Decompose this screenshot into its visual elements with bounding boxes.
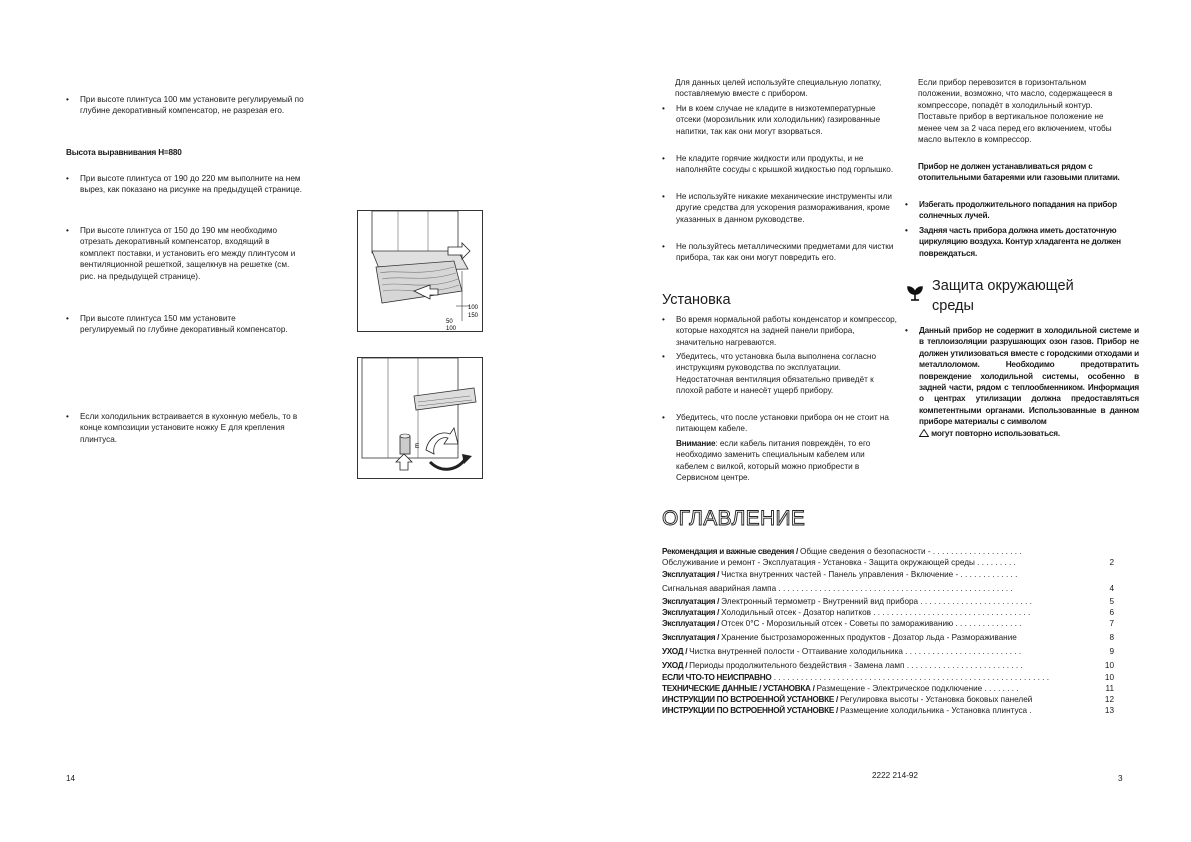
right-para-1: Если прибор перевозится в горизонтальном положении, возможно, что масло, содержащееся в компрессоре, попадёт в холодильный контур. Поставьте прибор в вертикальное положение не менее чем за 2 часа перед его включением, чтобы масло вытекло в компрессор. bbox=[918, 78, 1113, 145]
toc-row-page: 4 bbox=[1109, 584, 1114, 593]
right-para-2: Прибор не должен устанавливаться рядом с отопительными батареями или газовыми плитами. bbox=[918, 162, 1120, 183]
env-heading bbox=[932, 276, 1074, 316]
toc-row-text: . . . . . . . . . . . . . . . . . . . . . . . . . . . . . . . . . . . . . . . . . . . . . . . . . . . . . . . . . . . . . bbox=[771, 673, 1049, 682]
left-bullet-1: • При высоте плинтуса 100 мм установите регулируемый по глубине декоративный компенсатор, не разрезая его. bbox=[66, 94, 305, 117]
warning-paragraph bbox=[676, 438, 884, 484]
warning-text: : если кабель питания повреждён, то его необходимо заменить специальным кабелем или кабелем с вилкой, который можно приобрести в Сервисном центре. bbox=[676, 439, 871, 483]
install-heading: Установка bbox=[662, 292, 731, 308]
toc-row-text: Общие сведения о безопасности - . . . . . . . . . . . . . . . . . . . . bbox=[799, 547, 1022, 556]
toc-row bbox=[662, 570, 1114, 580]
toc-row-text: Холодильный отсек - Дозатор напитков . . . . . . . . . . . . . . . . . . . . . . . . . . . . . . . . . . . bbox=[721, 608, 1031, 617]
middle-intro: Для данных целей используйте специальную лопатку, поставляемую вместе с прибором. bbox=[675, 78, 882, 99]
toc-row-text: Размещение холодильника - Установка плинтуса . bbox=[839, 706, 1032, 715]
foot-illustration bbox=[358, 358, 482, 478]
left-bullet-4: • При высоте плинтуса 150 мм установите регулируемый по глубине декоративный компенсатор. bbox=[66, 313, 290, 336]
fig2-label-e: E bbox=[415, 443, 420, 450]
toc-row bbox=[662, 584, 1114, 594]
toc-row bbox=[662, 608, 1114, 618]
toc-row-text: Обслуживание и ремонт - Эксплуатация - Установка - Защита окружающей среды . . . . . . . . . bbox=[662, 558, 1016, 567]
env-bullet bbox=[905, 325, 1139, 439]
left-page-number: 14 bbox=[66, 774, 76, 783]
toc-row bbox=[662, 619, 1114, 629]
toc-title: ОГЛАВЛЕНИЕ bbox=[662, 507, 806, 530]
toc-row-page: 10 bbox=[1104, 673, 1114, 682]
fig1-label-50: 50 bbox=[446, 319, 453, 325]
toc-row-bold: ИНСТРУКЦИИ ПО ВСТРОЕННОЙ УСТАНОВКЕ / bbox=[662, 706, 840, 715]
toc-row-page: 9 bbox=[1109, 647, 1114, 656]
install-bullet-1: • Во время нормальной работы конденсатор и компрессор, которые находятся на задней панели прибора, значительно нагреваются. bbox=[662, 314, 898, 348]
middle-bullet-3: • Не используйте никакие механические инструменты или другие средства для ускорения размораживания, кроме указанных в данном руководстве. bbox=[662, 191, 898, 225]
toc-row-text: Сигнальная аварийная лампа . . . . . . . . . . . . . . . . . . . . . . . . . . . . . . . . . . . . . . . . . . . . . . . . . . . . bbox=[662, 584, 1013, 593]
right-bullet-2: • Задняя часть прибора должна иметь достаточную циркуляцию воздуха. Контур хладагента не должен повреждаться. bbox=[905, 225, 1137, 259]
toc-row bbox=[662, 661, 1114, 671]
toc-row-bold: Эксплуатация / bbox=[662, 570, 722, 579]
left-subheading: Высота выравнивания H=880 bbox=[66, 148, 182, 157]
toc-row bbox=[662, 597, 1114, 607]
toc-row-text: Хранение быстрозамороженных продуктов - Дозатор льда - Размораживание bbox=[721, 633, 1017, 642]
plinth-illustration bbox=[358, 211, 482, 331]
recycle-icon bbox=[919, 429, 929, 437]
toc-row-bold: Эксплуатация / bbox=[662, 608, 722, 617]
toc-row-bold: ТЕХНИЧЕСКИЕ ДАННЫЕ / УСТАНОВКА / bbox=[662, 684, 817, 693]
install-bullet-2: • Убедитесь, что установка была выполнена согласно инструкциям руководства по эксплуатации. Недостаточная вентиляция обязательно приведёт к плохой работе и нанесёт ущерб прибору. bbox=[662, 351, 898, 397]
env-bullet-end: могут повторно использоваться. bbox=[931, 428, 1060, 438]
middle-bullet-2: • Не кладите горячие жидкости или продукты, и не наполняйте сосуды с крышкой жидкостью под горлышко. bbox=[662, 153, 898, 176]
toc-row-page: 11 bbox=[1105, 684, 1114, 693]
toc-row-bold: Эксплуатация / bbox=[662, 633, 722, 642]
toc-row-text: Регулировка высоты - Установка боковых панелей bbox=[839, 695, 1033, 704]
toc-row-page: 13 bbox=[1104, 706, 1114, 715]
toc-row-bold: Рекомендация и важные сведения / bbox=[662, 547, 800, 556]
toc-row-page: 12 bbox=[1104, 695, 1114, 704]
plant-icon bbox=[905, 282, 925, 302]
toc-row-text: Электронный термометр - Внутренний вид прибора . . . . . . . . . . . . . . . . . . . . . . . . . bbox=[721, 597, 1032, 606]
middle-bullet-4: • Не пользуйтесь металлическими предметами для чистки прибора, так как они могут повредить его. bbox=[662, 241, 898, 264]
toc-row-page: 7 bbox=[1109, 619, 1114, 628]
toc-row-page: 2 bbox=[1109, 558, 1114, 567]
right-page-number: 3 bbox=[1118, 774, 1123, 783]
toc-row-text: Периоды продолжительного бездействия - Замена ламп . . . . . . . . . . . . . . . . . . . . . . . . . . bbox=[689, 661, 1023, 670]
toc-row bbox=[662, 684, 1114, 694]
toc-row-page: 5 bbox=[1109, 597, 1114, 606]
toc-row bbox=[662, 633, 1114, 643]
left-bullet-5: • Если холодильник встраивается в кухонную мебель, то в конце композиции установите ножку E для крепления плинтуса. bbox=[66, 411, 305, 445]
toc-row-text: Чистка внутренней полости - Оттаивание холодильника . . . . . . . . . . . . . . . . . . . . . . . . . . bbox=[689, 647, 1022, 656]
left-bullet-3: • При высоте плинтуса от 150 до 190 мм необходимо отрезать декоративный компенсатор, входящий в комплект поставки, и установить его между плинтусом и вентиляционной решеткой, защелкнув на решетке (см. рис. на предыдущей странице). bbox=[66, 225, 305, 282]
toc-row-bold: УХОД / bbox=[662, 647, 690, 656]
toc-row-text: Размещение - Электрическое подключение . . . . . . . . bbox=[816, 684, 1019, 693]
env-heading-line2: среды bbox=[932, 298, 974, 314]
plinth-install-figure bbox=[357, 210, 483, 332]
toc-row-bold: Эксплуатация / bbox=[662, 597, 722, 606]
toc-row-text: Отсек 0°C - Морозильный отсек - Советы по замораживанию . . . . . . . . . . . . . . . bbox=[721, 619, 1022, 628]
toc-row-bold: ИНСТРУКЦИИ ПО ВСТРОЕННОЙ УСТАНОВКЕ / bbox=[662, 695, 840, 704]
fig1-label-100b: 100 bbox=[446, 326, 457, 331]
toc-row-page: 6 bbox=[1109, 608, 1114, 617]
toc-row bbox=[662, 706, 1114, 716]
toc-row bbox=[662, 673, 1114, 683]
foot-e-figure bbox=[357, 357, 483, 479]
middle-bullet-1: • Ни в коем случае не кладите в низкотемпературные отсеки (морозильник или холодильник) газированные напитки, так как они могут взорваться. bbox=[662, 103, 898, 137]
toc-row-text: Чистка внутренних частей - Панель управления - Включение - . . . . . . . . . . . . . bbox=[721, 570, 1018, 579]
toc-row-page: 10 bbox=[1104, 661, 1114, 670]
toc-row-bold: УХОД / bbox=[662, 661, 690, 670]
toc-row bbox=[662, 695, 1114, 705]
document-code: 2222 214-92 bbox=[872, 771, 918, 780]
install-bullet-3: • Убедитесь, что после установки прибора он не стоит на питающем кабеле. bbox=[662, 412, 898, 435]
toc-row-bold: Эксплуатация / bbox=[662, 619, 722, 628]
toc-row bbox=[662, 647, 1114, 657]
env-bullet-text: Данный прибор не содержит в холодильной системе и в теплоизоляции разрушающих озон газов. Прибор не должен утилизоваться вместе с городскими отходами и металлоломом. Необходимо предотвратить повреждение холодильной системы, особенно в задней части, рядом с теплообменником. Информация о центрах утилизации должна предоставляться компетентными органами. Использованные в данном приборе материалы с символом bbox=[919, 326, 1139, 427]
env-heading-line1: Защита окружающей bbox=[932, 278, 1074, 294]
toc-row-page: 8 bbox=[1109, 633, 1114, 642]
toc-row-bold: ЕСЛИ ЧТО-ТО НЕИСПРАВНО bbox=[662, 673, 772, 682]
right-bullet-1: • Избегать продолжительного попадания на прибор солнечных лучей. bbox=[905, 199, 1137, 222]
left-bullet-2: • При высоте плинтуса от 190 до 220 мм выполните на нем вырез, как показано на рисунке на предыдущей странице. bbox=[66, 173, 305, 196]
fig1-label-100a: 100 bbox=[468, 305, 479, 311]
toc-row bbox=[662, 558, 1114, 568]
toc-row bbox=[662, 547, 1114, 557]
fig1-label-150: 150 bbox=[468, 313, 479, 319]
warning-label: Внимание bbox=[676, 439, 716, 448]
